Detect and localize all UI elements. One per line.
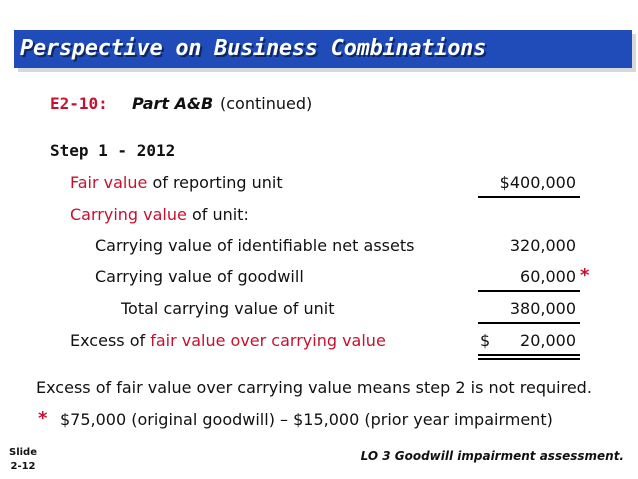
fair-value-rest: of reporting unit	[147, 173, 283, 192]
excess-dollar: $	[480, 331, 491, 350]
carrying-value-term: Carrying value	[70, 205, 187, 224]
carrying-value-heading	[70, 205, 249, 224]
identifiable-assets-label: Carrying value of identifiable net assets	[95, 236, 415, 255]
slide-number: 2-12	[10, 461, 36, 472]
goodwill-footnote-marker: *	[580, 265, 590, 286]
footnote-text: $75,000 (original goodwill) – $15,000 (prior year impairment)	[60, 410, 553, 429]
slide-label: Slide	[9, 447, 37, 458]
goodwill-underline	[478, 290, 580, 292]
goodwill-amount: 60,000	[520, 267, 576, 286]
excess-term: fair value over carrying value	[150, 331, 386, 350]
problem-part: Part A&B	[132, 94, 214, 113]
carrying-value-rest: of unit:	[186, 205, 249, 224]
learning-objective: LO 3 Goodwill impairment assessment.	[360, 449, 624, 463]
total-underline	[478, 322, 580, 324]
excess-prefix: Excess of	[70, 331, 151, 350]
conclusion-note: Excess of fair value over carrying value means step 2 is not required.	[36, 378, 592, 397]
step-heading: Step 1 - 2012	[50, 141, 176, 160]
fair-value-amount: $400,000	[499, 173, 576, 192]
problem-code: E2-10:	[50, 94, 108, 113]
excess-double-underline-top	[478, 354, 580, 356]
excess-amount: 20,000	[520, 331, 576, 350]
goodwill-label: Carrying value of goodwill	[95, 267, 304, 286]
footnote-marker: *	[38, 408, 48, 429]
slide-title: Perspective on Business Combinations	[20, 36, 487, 61]
fair-value-label	[70, 173, 283, 192]
fair-value-underline	[478, 196, 580, 198]
total-amount: 380,000	[509, 299, 576, 318]
problem-continued: (continued)	[220, 94, 313, 113]
excess-label	[70, 331, 386, 350]
identifiable-assets-amount: 320,000	[509, 236, 576, 255]
total-label: Total carrying value of unit	[121, 299, 335, 318]
fair-value-term: Fair value	[70, 173, 148, 192]
excess-double-underline-bottom	[478, 358, 580, 360]
